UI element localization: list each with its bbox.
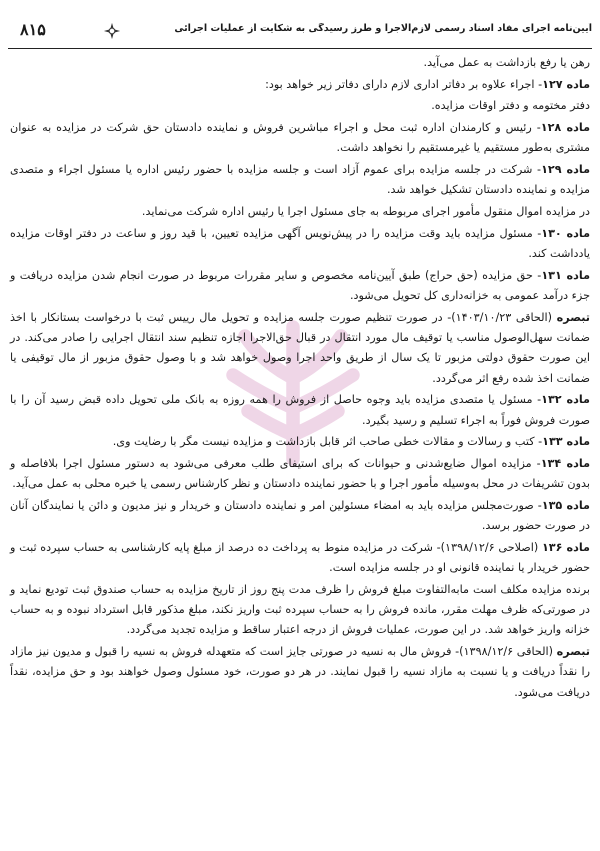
article-132: ماده ۱۳۲- مسئول یا متصدی مزایده باید وجوه حاصل از فروش را همه روزه به بانک ملی تحویل داده قبض رسید آن را با صورت فروش فوراً به اجراء تسلیم و رسید بگیرد.	[10, 393, 590, 427]
article-131-note: تبصره (الحاقی ۱۴۰۳/۱۰/۲۳)- در صورت تنظیم صورت جلسه مزایده و تحویل مال رییس ثبت با درخواست بستانکار با اخذ ضمانت سهل‌الوصول مناسب یا توقیف مال مورد انتقال در قبال حق‌الاجرا اجازه تنظیم سند انتقال اجرایی را صادر می‌کند. در این صورت حقوق دولتی مزبور تا یک سال از طریق واحد اجرا وصول خواهد شد و با وصول حقوق مزبور از مال توقیفی یا ضمانت اخذ شده رفع اثر می‌گردد.	[10, 310, 590, 385]
article-136: ماده ۱۳۶ (اصلاحی ۱۳۹۸/۱۲/۶)- شرکت در مزایده منوط به پرداخت ده درصد از مبلغ پایه کارشناسی به حساب سپرده ثبت و حضور خریدار یا نماینده قانونی او در جلسه مزایده است.	[10, 540, 590, 575]
ornament-icon	[103, 22, 121, 40]
page-header	[0, 18, 600, 48]
article-130: ماده ۱۳۰- مسئول مزایده باید وقت مزایده را در پیش‌نویس آگهی مزایده تعیین، با قید روز و ساعت در دفتر اوقات مزایده یادداشت کند.	[10, 226, 590, 261]
article-135: ماده ۱۳۵- صورت‌مجلس مزایده باید به امضاء مسئولین امر و نماینده دادستان و خریدار و نیز مدیون و دائن یا نمایندگان آنان در صورت حضور برسد.	[10, 498, 590, 533]
paragraph-continuation: رهن یا رفع بازداشت به عمل می‌آید.	[423, 56, 590, 69]
article-129-note: در مزایده اموال منقول مأمور اجرای مربوطه به جای مسئول اجرا یا رئیس اداره شرکت می‌نماید.	[141, 205, 590, 219]
article-127-list: دفتر مختومه و دفتر اوقات مزایده.	[431, 99, 590, 113]
header-rule	[8, 48, 592, 49]
article-129: ماده ۱۲۹- شرکت در جلسه مزایده برای عموم آزاد است و جلسه مزایده با حضور رئیس اداره یا مسئول اجراء و متصدی مزایده و نماینده دادستان تشکیل خواهد شد.	[10, 163, 590, 197]
article-136-body: برنده مزایده مکلف است مابه‌التفاوت مبلغ فروش را ظرف مدت پنج روز از تاریخ مزایده به حساب صندوق ثبت تودیع نماید و در صورتی‌که ظرف مهلت مقرر، مانده فروش را به حساب سپرده ثبت واریز نکند، مبلغ مذکور قابل استرداد نبوده و به حساب خزانه واریز خواهد شد. در این صورت، عملیات فروش از درجه اعتبار ساقط و مزایده تجدید می‌گردد.	[10, 582, 590, 637]
article-127: ماده ۱۲۷- اجراء علاوه بر دفاتر اداری لازم دارای دفاتر زیر خواهد بود:	[265, 77, 590, 91]
article-136-note: تبصره (الحاقی ۱۳۹۸/۱۲/۶)- فروش مال به نسیه در صورتی جایز است که متعهدله فروش به نسیه را قبول و مدیون نیز مازاد را نقداً دریافت و یا نسبت به مازاد نسیه را قبول نمایند. در هر دو صورت، خود مسئول وصول خواهند بود و حق مزایده، نقداً دریافت می‌شود.	[10, 645, 590, 699]
page-body	[10, 53, 590, 704]
article-128: ماده ۱۲۸- رئیس و کارمندان اداره ثبت محل و اجراء مباشرین فروش و نماینده دادستان حق شرکت در مزایده به عنوان مشتری به‌طور مستقیم یا غیرمستقیم را نخواهد داشت.	[10, 121, 590, 155]
article-131: ماده ۱۳۱- حق مزایده (حق حراج) طبق آیین‌نامه مخصوص و سایر مقررات مربوط در صورت انجام شدن مزایده دریافت و جزء درآمد عمومی به خزانه‌داری کل تحویل می‌شود.	[10, 268, 590, 302]
running-title: آیین‌نامه اجرای مفاد اسناد رسمی لازم‌الاجرا و طرز رسیدگی به شکایت از عملیات اجرائی	[174, 23, 592, 34]
article-134: ماده ۱۳۴- مزایده اموال ضایع‌شدنی و حیوانات که برای استیفای طلب معرفی می‌شود به دستور مسئول اجرا بلافاصله و بدون تشریفات در محل به‌وسیله مأمور اجرا و با حضور نماینده دادستان و نظر کارشناس رسمی یا خبره محلی به عمل می‌آید.	[10, 456, 590, 491]
page-number: ۸۱۵	[20, 20, 46, 39]
article-133: ماده ۱۳۳- کتب و رسالات و مقالات خطی صاحب اثر قابل بازداشت و مزایده نیست مگر با رضایت وی.	[112, 435, 590, 449]
